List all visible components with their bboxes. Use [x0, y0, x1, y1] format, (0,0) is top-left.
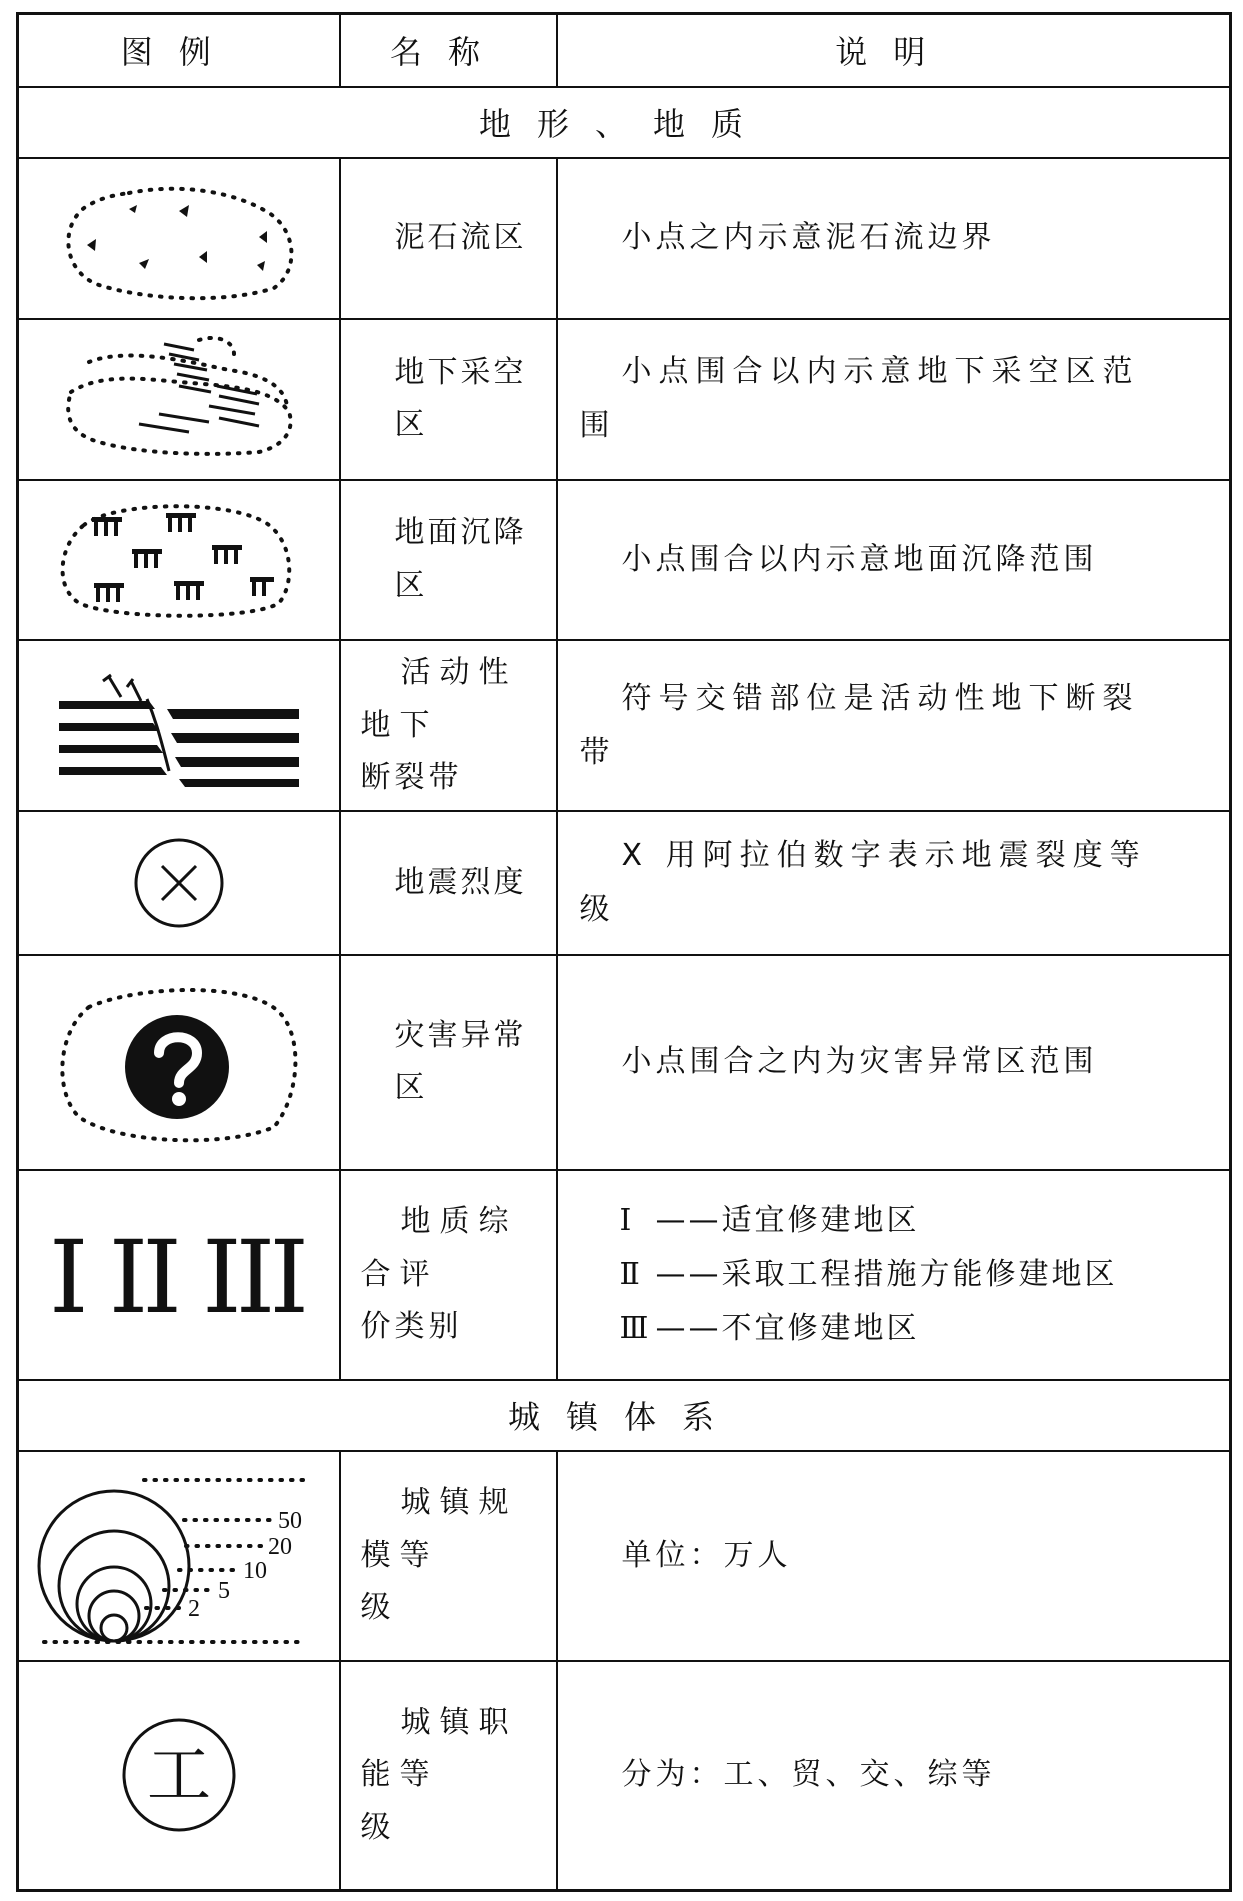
- row-name: 地下采空区: [340, 319, 557, 480]
- class-numeral: Ⅰ: [619, 1202, 635, 1238]
- scale-label: 10: [242, 1557, 267, 1584]
- class-text: ——适宜修建地区: [655, 1202, 920, 1238]
- header-name: 名称: [340, 14, 557, 87]
- row-description: 单位：万人: [557, 1451, 1231, 1661]
- scale-label: 20: [267, 1533, 292, 1560]
- row-name: [340, 1451, 557, 1661]
- header-row: [18, 14, 1231, 87]
- row-name-line: 城镇规模等: [360, 1485, 518, 1573]
- row-description-line: 小点围合以内示意地下采空区范: [621, 354, 1140, 390]
- roman-glyphs: I II III: [48, 1219, 309, 1330]
- debris-flow-area-symbol: [59, 173, 299, 303]
- header-description: 说明: [557, 14, 1231, 87]
- scale-label: 2: [187, 1595, 200, 1622]
- row-description-line: 符号交错部位是活动性地下断裂: [621, 680, 1140, 716]
- row-name-line: 级: [360, 1809, 395, 1845]
- class-numeral: Ⅱ: [619, 1256, 643, 1292]
- legend-row: [18, 1170, 1231, 1380]
- row-name-line: 地质综合评: [360, 1204, 518, 1292]
- town-scale-grade-symbol: [34, 1466, 324, 1646]
- legend-row: [18, 811, 1231, 955]
- section-row-town-system: [18, 1380, 1231, 1451]
- legend-row: [18, 480, 1231, 641]
- class-line: [580, 1248, 1214, 1302]
- legend-table: [16, 12, 1232, 1892]
- scale-label: 50: [277, 1507, 302, 1534]
- active-fault-zone-symbol: [49, 661, 309, 791]
- row-name: 地面沉降区: [340, 480, 557, 641]
- row-description: 分为：工、贸、交、综等: [557, 1661, 1231, 1891]
- legend-row: [18, 640, 1231, 811]
- row-name-line: 级: [360, 1590, 395, 1626]
- row-name-line: 城镇职能等: [360, 1704, 518, 1793]
- section-title-town-system: 城镇体系: [18, 1380, 1231, 1451]
- legend-row: [18, 955, 1231, 1170]
- row-description-line: 带: [579, 734, 614, 770]
- row-description-line: 级: [579, 892, 614, 928]
- legend-row: [18, 1451, 1231, 1661]
- row-name: 地震烈度: [340, 811, 557, 955]
- row-name: [340, 1170, 557, 1380]
- geology-evaluation-symbol: [39, 1220, 319, 1330]
- class-text: ——采取工程措施方能修建地区: [655, 1256, 1118, 1292]
- row-name: 泥石流区: [340, 158, 557, 319]
- row-description: [557, 319, 1231, 480]
- section-row-terrain-geology: [18, 87, 1231, 158]
- row-name-line: 活动性地下: [360, 655, 518, 743]
- class-line: [580, 1302, 1214, 1356]
- row-description: [557, 1170, 1231, 1380]
- underground-mined-area-symbol: [59, 334, 299, 464]
- row-name: 灾害异常区: [340, 955, 557, 1170]
- row-description-line: 围: [579, 408, 614, 444]
- row-name-line: 断裂带: [360, 760, 463, 796]
- legend-row: [18, 1661, 1231, 1891]
- section-title-terrain-geology: 地形、地质: [18, 87, 1231, 158]
- row-name: [340, 1661, 557, 1891]
- hazard-anomaly-area-symbol: [49, 977, 309, 1147]
- row-description-line: X 用阿拉伯数字表示地震裂度等: [621, 838, 1147, 874]
- legend-row: [18, 319, 1231, 480]
- row-description: [557, 640, 1231, 811]
- header-symbol: 图例: [18, 14, 340, 87]
- row-description: [557, 811, 1231, 955]
- row-description: 小点围合之内为灾害异常区范围: [557, 955, 1231, 1170]
- class-numeral: Ⅲ: [619, 1310, 652, 1346]
- class-line: [580, 1194, 1214, 1248]
- function-glyph: 工: [146, 1739, 211, 1814]
- class-text: ——不宜修建地区: [655, 1310, 920, 1346]
- town-function-grade-symbol: [109, 1705, 249, 1845]
- scale-label: 5: [217, 1577, 230, 1604]
- ground-subsidence-area-symbol: [54, 495, 304, 625]
- seismic-intensity-symbol: [124, 828, 234, 938]
- row-name-line: 价类别: [360, 1309, 463, 1345]
- row-description: 小点之内示意泥石流边界: [557, 158, 1231, 319]
- row-description: 小点围合以内示意地面沉降范围: [557, 480, 1231, 641]
- row-name: [340, 640, 557, 811]
- legend-row: [18, 158, 1231, 319]
